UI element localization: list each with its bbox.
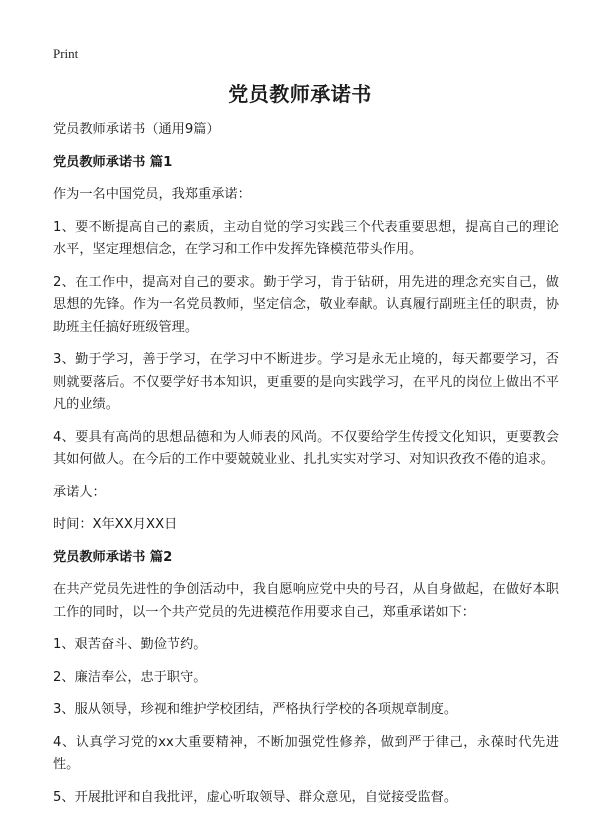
promisor-line: 承诺人：	[53, 484, 106, 500]
paragraph: 5、开展批评和自我批评，虚心听取领导、群众意见，自觉接受监督。	[53, 789, 458, 805]
paragraph: 4、认真学习党的xx大重要精神，不断加强党性修养，做到严于律己，永葆时代先进性。	[53, 734, 559, 772]
paragraph: 2、在工作中，提高对自己的要求。勤于学习，肯于钻研，用先进的理念充实自己，做思想的先锋。作为一名党员教师，坚定信念，敬业奉献。认真履行副班主任的职责，协助班主任搞好班级管理。	[53, 274, 559, 335]
date-line: 时间：X年XX月XX日	[53, 517, 178, 532]
paragraph: 2、廉洁奉公，忠于职守。	[53, 669, 207, 685]
paragraph: 4、要具有高尚的思想品德和为人师表的风尚。不仅要给学生传授文化知识，更要教会其如何做人。在今后的工作中要兢兢业业、扎扎实实对学习、对知识孜孜不倦的追求。	[53, 429, 559, 467]
paragraph: 1、要不断提高自己的素质，主动自觉的学习实践三个代表重要思想，提高自己的理论水平，坚定理想信念，在学习和工作中发挥先锋模范带头作用。	[53, 219, 559, 257]
paragraph: 在共产党员先进性的争创活动中，我自愿响应党中央的号召，从自身做起，在做好本职工作的同时，以一个共产党员的先进模范作用要求自己，郑重承诺如下：	[53, 582, 559, 620]
paragraph: 3、服从领导，珍视和维护学校团结，严格执行学校的各项规章制度。	[53, 702, 458, 717]
print-label: Print	[53, 46, 79, 61]
page-title: 党员教师承诺书	[228, 82, 372, 106]
paragraph: 1、艰苦奋斗、勤俭节约。	[53, 637, 207, 652]
subtitle: 党员教师承诺书（通用9篇）	[53, 122, 220, 137]
document-body	[53, 119, 559, 819]
paragraph: 作为一名中国党员，我郑重承诺：	[53, 187, 251, 202]
section-heading-1: 党员教师承诺书 篇1	[53, 154, 173, 170]
paragraph: 3、勤于学习，善于学习，在学习中不断进步。学习是永无止境的，每天都要学习，否则就要落后。不仅要学好书本知识，更重要的是向实践学习，在平凡的岗位上做出不平凡的业绩。	[53, 352, 559, 412]
section-heading-2: 党员教师承诺书 篇2	[53, 549, 173, 565]
